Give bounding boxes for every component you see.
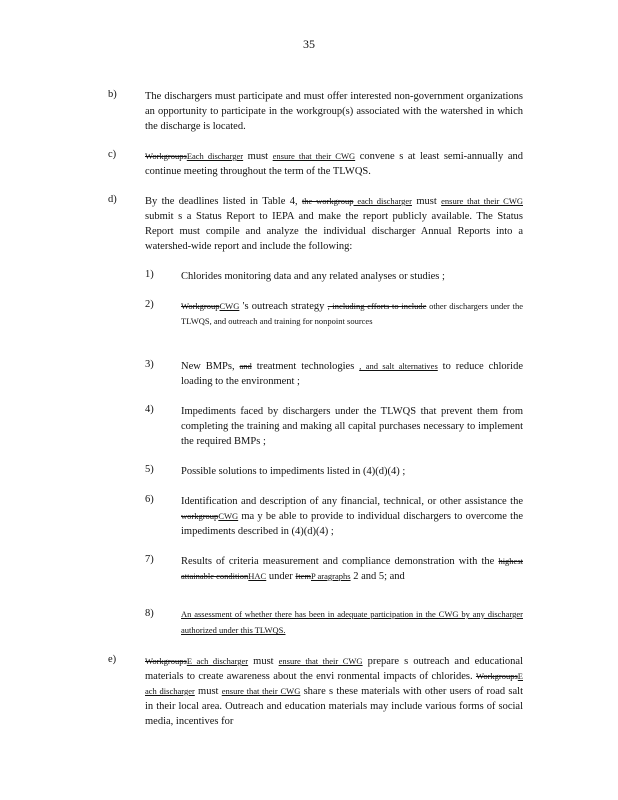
- subitem-number: 8): [145, 608, 154, 619]
- deleted-text: Workgroups: [145, 656, 187, 666]
- inserted-text: ensure that their CWG: [221, 686, 301, 696]
- small-text: other dischargers under the TLWQS, and outreach and training for nonpoint sources: [181, 301, 523, 326]
- subitem-number: 5): [145, 464, 154, 475]
- item-d-marker: d): [108, 194, 117, 205]
- subitem-text: [181, 606, 523, 638]
- deleted-text: Workgroups: [145, 151, 187, 161]
- inserted-text: P aragraphs: [310, 571, 351, 581]
- subitem-number: 7): [145, 554, 154, 565]
- item-b-marker: b): [108, 89, 117, 100]
- inserted-text: E ach discharger: [145, 671, 523, 696]
- subitem-text: WorkgroupCWG 's outreach strategy , including efforts to include other dischargers under the TLWQS, and outreach and training for nonpoint sources: [181, 301, 523, 326]
- item-e-text: WorkgroupsE ach discharger must ensure that their CWG prepare s outreach and educational materials to create awareness about the envi ronmental impacts of chlorides. WorkgroupsE ach discharger must ensure that their CWG share s these materials with other users of road salt in their local area. Outreach and education materials may include various forms of social media, incentives for: [145, 656, 524, 727]
- inserted-text: HAC: [248, 571, 267, 581]
- deleted-text: Item: [295, 571, 311, 581]
- inserted-text: ensure that their CWG: [272, 151, 356, 161]
- inserted-text: E ach discharger: [186, 656, 249, 666]
- subitem-text: Chlorides monitoring data and any related analyses or studies ;: [181, 271, 445, 282]
- inserted-text: An assessment of whether there has been in adequate participation in the CWG by any discharger authorized under this TLWQS.: [181, 609, 523, 635]
- subitem-text: Identification and description of any financial, technical, or other assistance the workgroupCWG ma y be able to provide to individual dischargers to overcome the impediments described in (4)(d)(4) ;: [181, 496, 523, 537]
- item-b-text: The dischargers must participate and must offer interested non-government organizations an opportunity to participate in the workgroup(s) associated with the watershed in which the discharge is located.: [145, 91, 523, 132]
- subitem-text: Possible solutions to impediments listed in (4)(d)(4) ;: [181, 466, 406, 477]
- subitem-number: 4): [145, 404, 154, 415]
- inserted-text: ensure that their CWG: [441, 196, 523, 206]
- deleted-text: Workgroups: [475, 671, 518, 681]
- deleted-text: highest attainable condition: [181, 556, 523, 581]
- subitem-text: New BMPs, and treatment technologies , and salt alternatives to reduce chloride loading to the environment ;: [181, 361, 523, 387]
- subitem-number: 3): [145, 359, 154, 370]
- inserted-text: ensure that their CWG: [278, 656, 363, 666]
- page-number: 35: [303, 37, 315, 51]
- item-c-marker: c): [108, 149, 117, 160]
- deleted-text: the workgroup: [301, 196, 354, 206]
- item-d-text: By the deadlines listed in Table 4, the workgroup each discharger must ensure that their CWG submit s a Status Report to IEPA and make the report publicly available. The Status Report must compile and analyze the individual discharger Annual Reports into a watershed-wide report and include the following:: [145, 196, 523, 252]
- inserted-text: , and salt alternatives: [359, 361, 438, 371]
- subitem-number: 1): [145, 269, 154, 280]
- item-e-marker: e): [108, 654, 117, 665]
- inserted-text: each discharger: [353, 196, 412, 206]
- deleted-text: Workgroup: [181, 301, 220, 311]
- deleted-text: workgroup: [181, 511, 219, 521]
- subitem-text: Impediments faced by dischargers under the TLWQS that prevent them from completing the training and making all capital purchases necessary to implement the required BMPs ;: [181, 406, 523, 447]
- subitem-number: 2): [145, 299, 154, 310]
- inserted-text: CWG: [218, 511, 239, 521]
- subitem-text: Results of criteria measurement and compliance demonstration with the highest attainable conditionHAC under ItemP aragraphs 2 and 5; and: [181, 556, 523, 582]
- inserted-text: CWG: [219, 301, 240, 311]
- inserted-text: Each discharger: [186, 151, 244, 161]
- deleted-text: , including efforts to include: [327, 301, 427, 311]
- subitem-number: 6): [145, 494, 154, 505]
- deleted-text: and: [239, 361, 252, 371]
- item-c-text: WorkgroupsEach discharger must ensure that their CWG convene s at least semi-annually and continue meeting throughout the term of the TLWQS.: [145, 151, 524, 177]
